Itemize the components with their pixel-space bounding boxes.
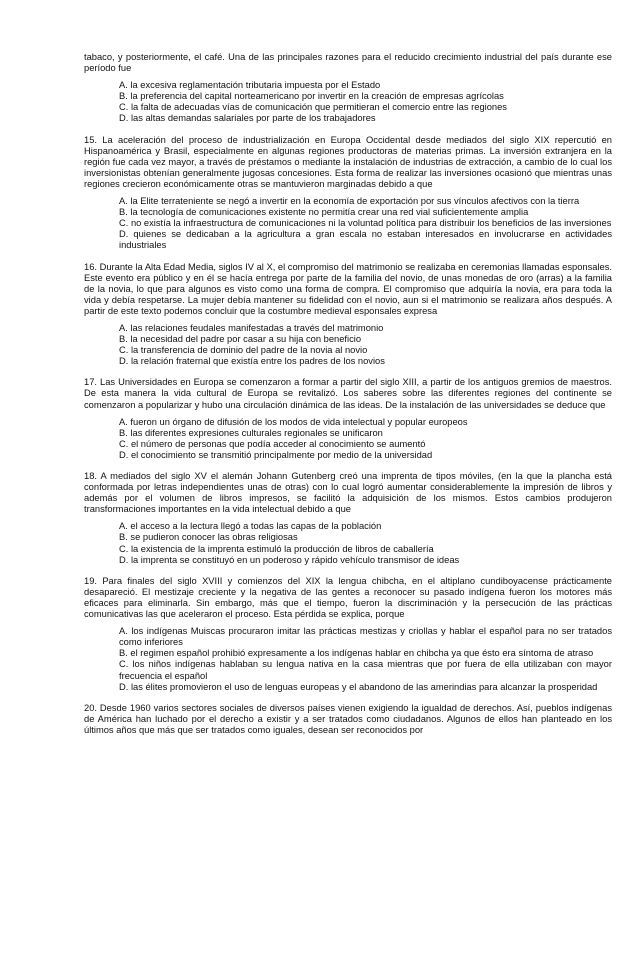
question-17 — [84, 377, 612, 461]
question-16-option-d: D. la relación fraternal que existía entre los padres de los novios — [119, 356, 385, 367]
question-20 — [84, 703, 612, 736]
question-17-options — [119, 417, 612, 461]
question-17-option-a: A. fueron un órgano de difusión de los modos de vida intelectual y popular europeos — [119, 416, 468, 427]
question-17-option-d: D. el conocimiento se transmitió principalmente por medio de la universidad — [119, 449, 433, 460]
question-18-text: 18. A mediados del siglo XV el alemán Johann Gutenberg creó una imprenta de tipos móviles, (en la que la plancha está conformada por letras independientes unas de otras) con lo cual logró aumentar considerablemente la impresión de libros y además por el volumen de libros impresos, se facilitó la adquisición de los mismos. Estos cambios produjeron transformaciones importantes en la vida intelectual debido a que — [84, 471, 612, 515]
question-18-options — [119, 521, 612, 565]
intro-option-a: A. la excesiva reglamentación tributaria impuesta por el Estado — [119, 80, 381, 91]
question-19-text: 19. Para finales del siglo XVIII y comienzos del XIX la lengua chibcha, en el altiplano cundiboyacense prácticamente desapareció. El mestizaje creciente y la negativa de las gentes a reconocer su pasado indígena fueron los motores más eficaces para eliminarla. Sin embargo, más que el tiempo, fueron la discriminación y la persecución de las prácticas comunicativas las que aceleraron el proceso. Esta pérdida se explica, porque — [84, 575, 612, 620]
question-16-options — [119, 323, 612, 367]
intro-option-c: C. la falta de adecuadas vías de comunicación que permitieran el comercio entre las regiones — [119, 102, 507, 113]
question-16-option-c: C. la transferencia de dominio del padre de la novia al novio — [119, 345, 368, 356]
question-17-option-c: C. el número de personas que podía acceder al conocimiento se aumentó — [119, 438, 426, 449]
question-19-options — [119, 626, 612, 693]
question-16-option-a: A. las relaciones feudales manifestadas a través del matrimonio — [119, 322, 384, 333]
question-19-option-d: D. las élites promovieron el uso de lenguas europeas y el abandono de las amerindias para alcanzar la prosperidad — [119, 681, 598, 692]
question-15-option-b: B. la tecnología de comunicaciones existente no permitía crear una red vial suficientemente amplia — [119, 207, 529, 218]
question-18-option-b: B. se pudieron conocer las obras religiosas — [119, 532, 298, 543]
question-17-text: 17. Las Universidades en Europa se comenzaron a formar a partir del siglo XIII, a partir de los antiguos gremios de maestros. De esta manera la vida cultural de Europa se revitalizó. Los saberes sobre las diferentes regiones del continente se comenzaron a popularizar y hubo una circulación dinámica de las ideas. De la instalación de las universidades se deduce que — [84, 377, 612, 410]
question-19-option-b: B. el regimen español prohibió expresamente a los indígenas hablar en chibcha ya que ésto era síntoma de atraso — [119, 648, 594, 659]
intro-text: tabaco, y posteriormente, el café. Una de las principales razones para el reducido crecimiento industrial del país durante ese período fue — [84, 52, 612, 74]
intro-options — [119, 80, 612, 124]
intro-option-d: D. las altas demandas salariales por parte de los trabajadores — [119, 113, 376, 124]
question-15 — [84, 135, 612, 252]
question-17-option-b: B. las diferentes expresiones culturales regionales se unificaron — [119, 427, 383, 438]
question-16-text: 16. Durante la Alta Edad Media, siglos IV al X, el compromiso del matrimonio se realizaba en ceremonias llamadas esponsales. Este evento era público y en él se hacía entrega por parte de la familia del novio, de unas monedas de oro (arras) a la familia de la novia, lo que para algunos es visto como una forma de compra. El compromiso que adquiría la novia, era para toda la vida y debía respetarse. La mujer debía mantener su fidelidad con el novio, aun si el matrimonio se realizara años después. A partir de este texto podemos concluir que la costumbre medieval esponsales expresa — [84, 261, 612, 316]
question-18-option-a: A. el acceso a la lectura llegó a todas las capas de la población — [119, 521, 382, 532]
question-18-option-d: D. la imprenta se constituyó en un poderoso y rápido vehículo transmisor de ideas — [119, 554, 460, 565]
question-19-option-c: C. los niños indígenas hablaban su lengua nativa en la casa mientras que por fuera de ella utilizaban con mayor frecuencia el español — [119, 659, 612, 681]
intro-option-b: B. la preferencia del capital norteamericano por invertir en la creación de empresas agrícolas — [119, 91, 504, 102]
question-15-option-a: A. la Elite terrateniente se negó a invertir en la economía de exportación por sus vínculos afectivos con la tierra — [119, 196, 580, 207]
question-18 — [84, 471, 612, 566]
question-15-options — [119, 196, 612, 251]
question-15-option-d: D. quienes se dedicaban a la agricultura a gran escala no estaban interesados en involucrarse en actividades industriales — [119, 229, 612, 251]
question-15-text: 15. La aceleración del proceso de industrialización en Europa Occidental desde mediados del siglo XIX repercutió en Hispanoamérica y Brasil, especialmente en algunas regiones productoras de materias primas. La inversión extranjera en la región fue cada vez mayor, a través de préstamos o mediante la instalación de industrias de extracción, a cambio de lo cual los inversionistas obtenían generalmente jugosas concesiones. Esta forma de realizar las inversiones ocasionó que mientras unas regiones crecieron económicamente otras se mantuvieron marginadas debido a que — [84, 134, 612, 189]
question-15-option-c: C. no existía la infraestructura de comunicaciones ni la voluntad política para distribuir los beneficios de las inversiones — [119, 218, 612, 229]
question-16 — [84, 262, 612, 368]
intro-block — [84, 52, 612, 125]
question-18-option-c: C. la existencia de la imprenta estimuló la producción de libros de caballería — [119, 543, 434, 554]
question-20-text: 20. Desde 1960 varios sectores sociales de diversos países vienen exigiendo la igualdad de derechos. Así, pueblos indígenas de América han luchado por el derecho a existir y a ser tratados como ciudadanos. Algunos de ellos han planteado en los últimos años que más que ser tratados como iguales, desean ser reconocidos por — [84, 702, 612, 735]
question-19 — [84, 576, 612, 693]
question-19-option-a: A. los indígenas Muiscas procuraron imitar las prácticas mestizas y criollas y hablar el español para no ser tratados como inferiores — [119, 626, 612, 648]
question-16-option-b: B. la necesidad del padre por casar a su hija con beneficio — [119, 334, 362, 345]
